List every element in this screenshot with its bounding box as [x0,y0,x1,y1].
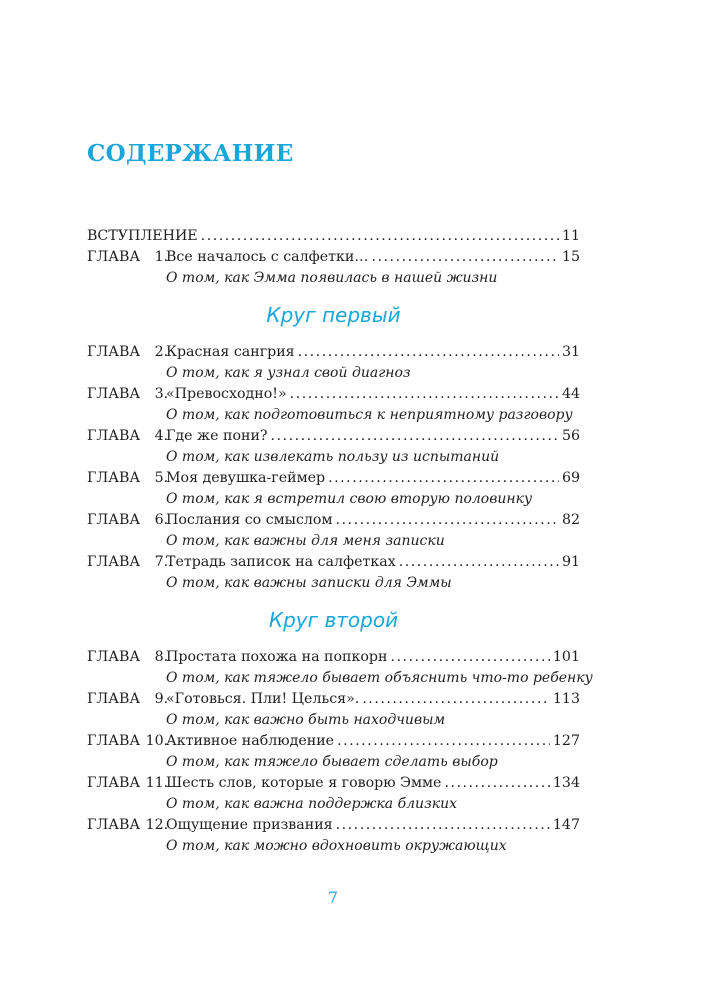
leader-dots [336,510,559,531]
toc-entry-title: Простата похожа на попкорн [166,649,388,665]
toc-entry-chapter[interactable] [87,731,580,752]
chapter-label [87,689,169,710]
chapter-word: ГЛАВА [87,428,141,444]
chapter-label [87,510,169,531]
table-of-contents [87,226,593,857]
chapter-word: ГЛАВА [87,817,141,833]
chapter-subtitle: О том, как тяжело бывает объяснить что-то ребенку [166,670,593,686]
toc-page-number: 82 [561,512,580,528]
leader-dots [328,468,559,489]
toc-entry-chapter[interactable] [87,384,580,405]
chapter-subtitle: О том, как Эмма появилась в нашей жизни [166,270,498,286]
part-1-chapters [87,342,580,594]
chapter-word: ГЛАВА [87,775,141,791]
chapter-number: 8. [154,649,169,665]
chapter-number: 11. [145,775,169,791]
chapter-word: ГЛАВА [87,649,141,665]
chapter-label [87,247,169,268]
chapter-subtitle: О том, как важна поддержка близких [166,796,457,812]
chapter-number: 6. [154,512,169,528]
chapter-word: ГЛАВА [87,554,141,570]
toc-page-number: 147 [552,817,580,833]
leader-dots [362,689,550,710]
toc-entry-title: Шесть слов, которые я говорю Эмме [166,775,442,791]
toc-entry-chapter[interactable] [87,468,580,489]
chapter-word: ГЛАВА [87,470,141,486]
toc-entry-title: Тетрадь записок на салфетках [166,554,396,570]
chapter-subtitle: О том, как извлекать пользу из испытаний [166,449,500,465]
chapter-subtitle: О том, как важны записки для Эммы [166,575,452,591]
toc-page-number: 134 [552,775,580,791]
toc-entry-title: Где же пони? [166,428,268,444]
chapter-number: 9. [154,691,169,707]
chapter-number: 7. [154,554,169,570]
chapter-number: 4. [154,428,169,444]
chapter-number: 2. [154,344,169,360]
chapter-subtitle: О том, как можно вдохновить окружающих [166,838,507,854]
leader-dots [337,731,550,752]
chapter-word: ГЛАВА [87,386,141,402]
chapter-subtitle: О том, как важны для меня записки [166,533,445,549]
toc-entry-title: «Превосходно!» [166,386,287,402]
chapter-number: 5. [154,470,169,486]
chapter-word: ГЛАВА [87,249,141,265]
toc-page-number: 91 [561,554,580,570]
chapter-label [87,815,169,836]
toc-entry-title: ВСТУПЛЕНИЕ [87,228,198,244]
page-number: 7 [327,888,339,907]
toc-entry-chapter[interactable] [87,510,580,531]
toc-entry-chapter[interactable] [87,552,580,573]
toc-page-number: 69 [561,470,580,486]
chapter-subtitle: О том, как тяжело бывает сделать выбор [166,754,498,770]
leader-dots [372,247,559,268]
toc-page-number: 56 [561,428,580,444]
chapter-label [87,342,169,363]
toc-entry-title: Моя девушка-геймер [166,470,326,486]
part-heading-1: Круг первый [266,303,401,327]
toc-entry-chapter[interactable] [87,342,580,363]
chapter-subtitle: О том, как подготовиться к неприятному разговору [166,407,573,423]
toc-page-number: 101 [552,649,580,665]
toc-entry-chapter-1[interactable] [87,247,580,268]
toc-page-number: 15 [561,249,580,265]
toc-entry-chapter[interactable] [87,689,580,710]
chapter-label [87,773,169,794]
part-heading-2: Круг второй [268,608,399,632]
toc-page-number: 31 [561,344,580,360]
leader-dots [390,647,549,668]
leader-dots [271,426,559,447]
leader-dots [399,552,559,573]
chapter-label [87,426,169,447]
chapter-word: ГЛАВА [87,344,141,360]
chapter-number: 3. [154,386,169,402]
chapter-word: ГЛАВА [87,512,141,528]
toc-page-number: 44 [561,386,580,402]
leader-dots [444,773,549,794]
page-title: СОДЕРЖАНИЕ [87,140,294,167]
leader-dots [336,815,550,836]
leader-dots [201,226,559,247]
chapter-number: 1. [154,249,169,265]
chapter-word: ГЛАВА [87,691,141,707]
toc-entry-chapter[interactable] [87,647,580,668]
toc-entry-chapter[interactable] [87,815,580,836]
chapter-label [87,468,169,489]
toc-entry-chapter[interactable] [87,426,580,447]
toc-entry-title: Ощущение призвания [166,817,333,833]
toc-entry-title: Послания со смыслом [166,512,333,528]
toc-page-number: 11 [561,228,580,244]
chapter-label [87,647,169,668]
toc-entry-intro[interactable] [87,226,580,247]
toc-entry-title: Все началось с салфетки… [166,249,369,265]
chapter-word: ГЛАВА [87,733,141,749]
toc-entry-chapter[interactable] [87,773,580,794]
chapter-number: 12. [145,817,169,833]
toc-entry-title: Красная сангрия [166,344,295,360]
chapter-subtitle: О том, как я встретил свою вторую половинку [166,491,533,507]
toc-entry-title: Активное наблюдение [166,733,335,749]
chapter-subtitle: О том, как я узнал свой диагноз [166,365,411,381]
chapter-label [87,552,169,573]
chapter-subtitle: О том, как важно быть находчивым [166,712,446,728]
chapter-label [87,731,169,752]
toc-page-number: 127 [552,733,580,749]
chapter-number: 10. [145,733,169,749]
part-2-chapters [87,647,593,857]
leader-dots [290,384,559,405]
chapter-label [87,384,169,405]
toc-entry-title: «Готовься. Пли! Целься». [166,691,360,707]
toc-page-number: 113 [552,691,580,707]
leader-dots [298,342,559,363]
